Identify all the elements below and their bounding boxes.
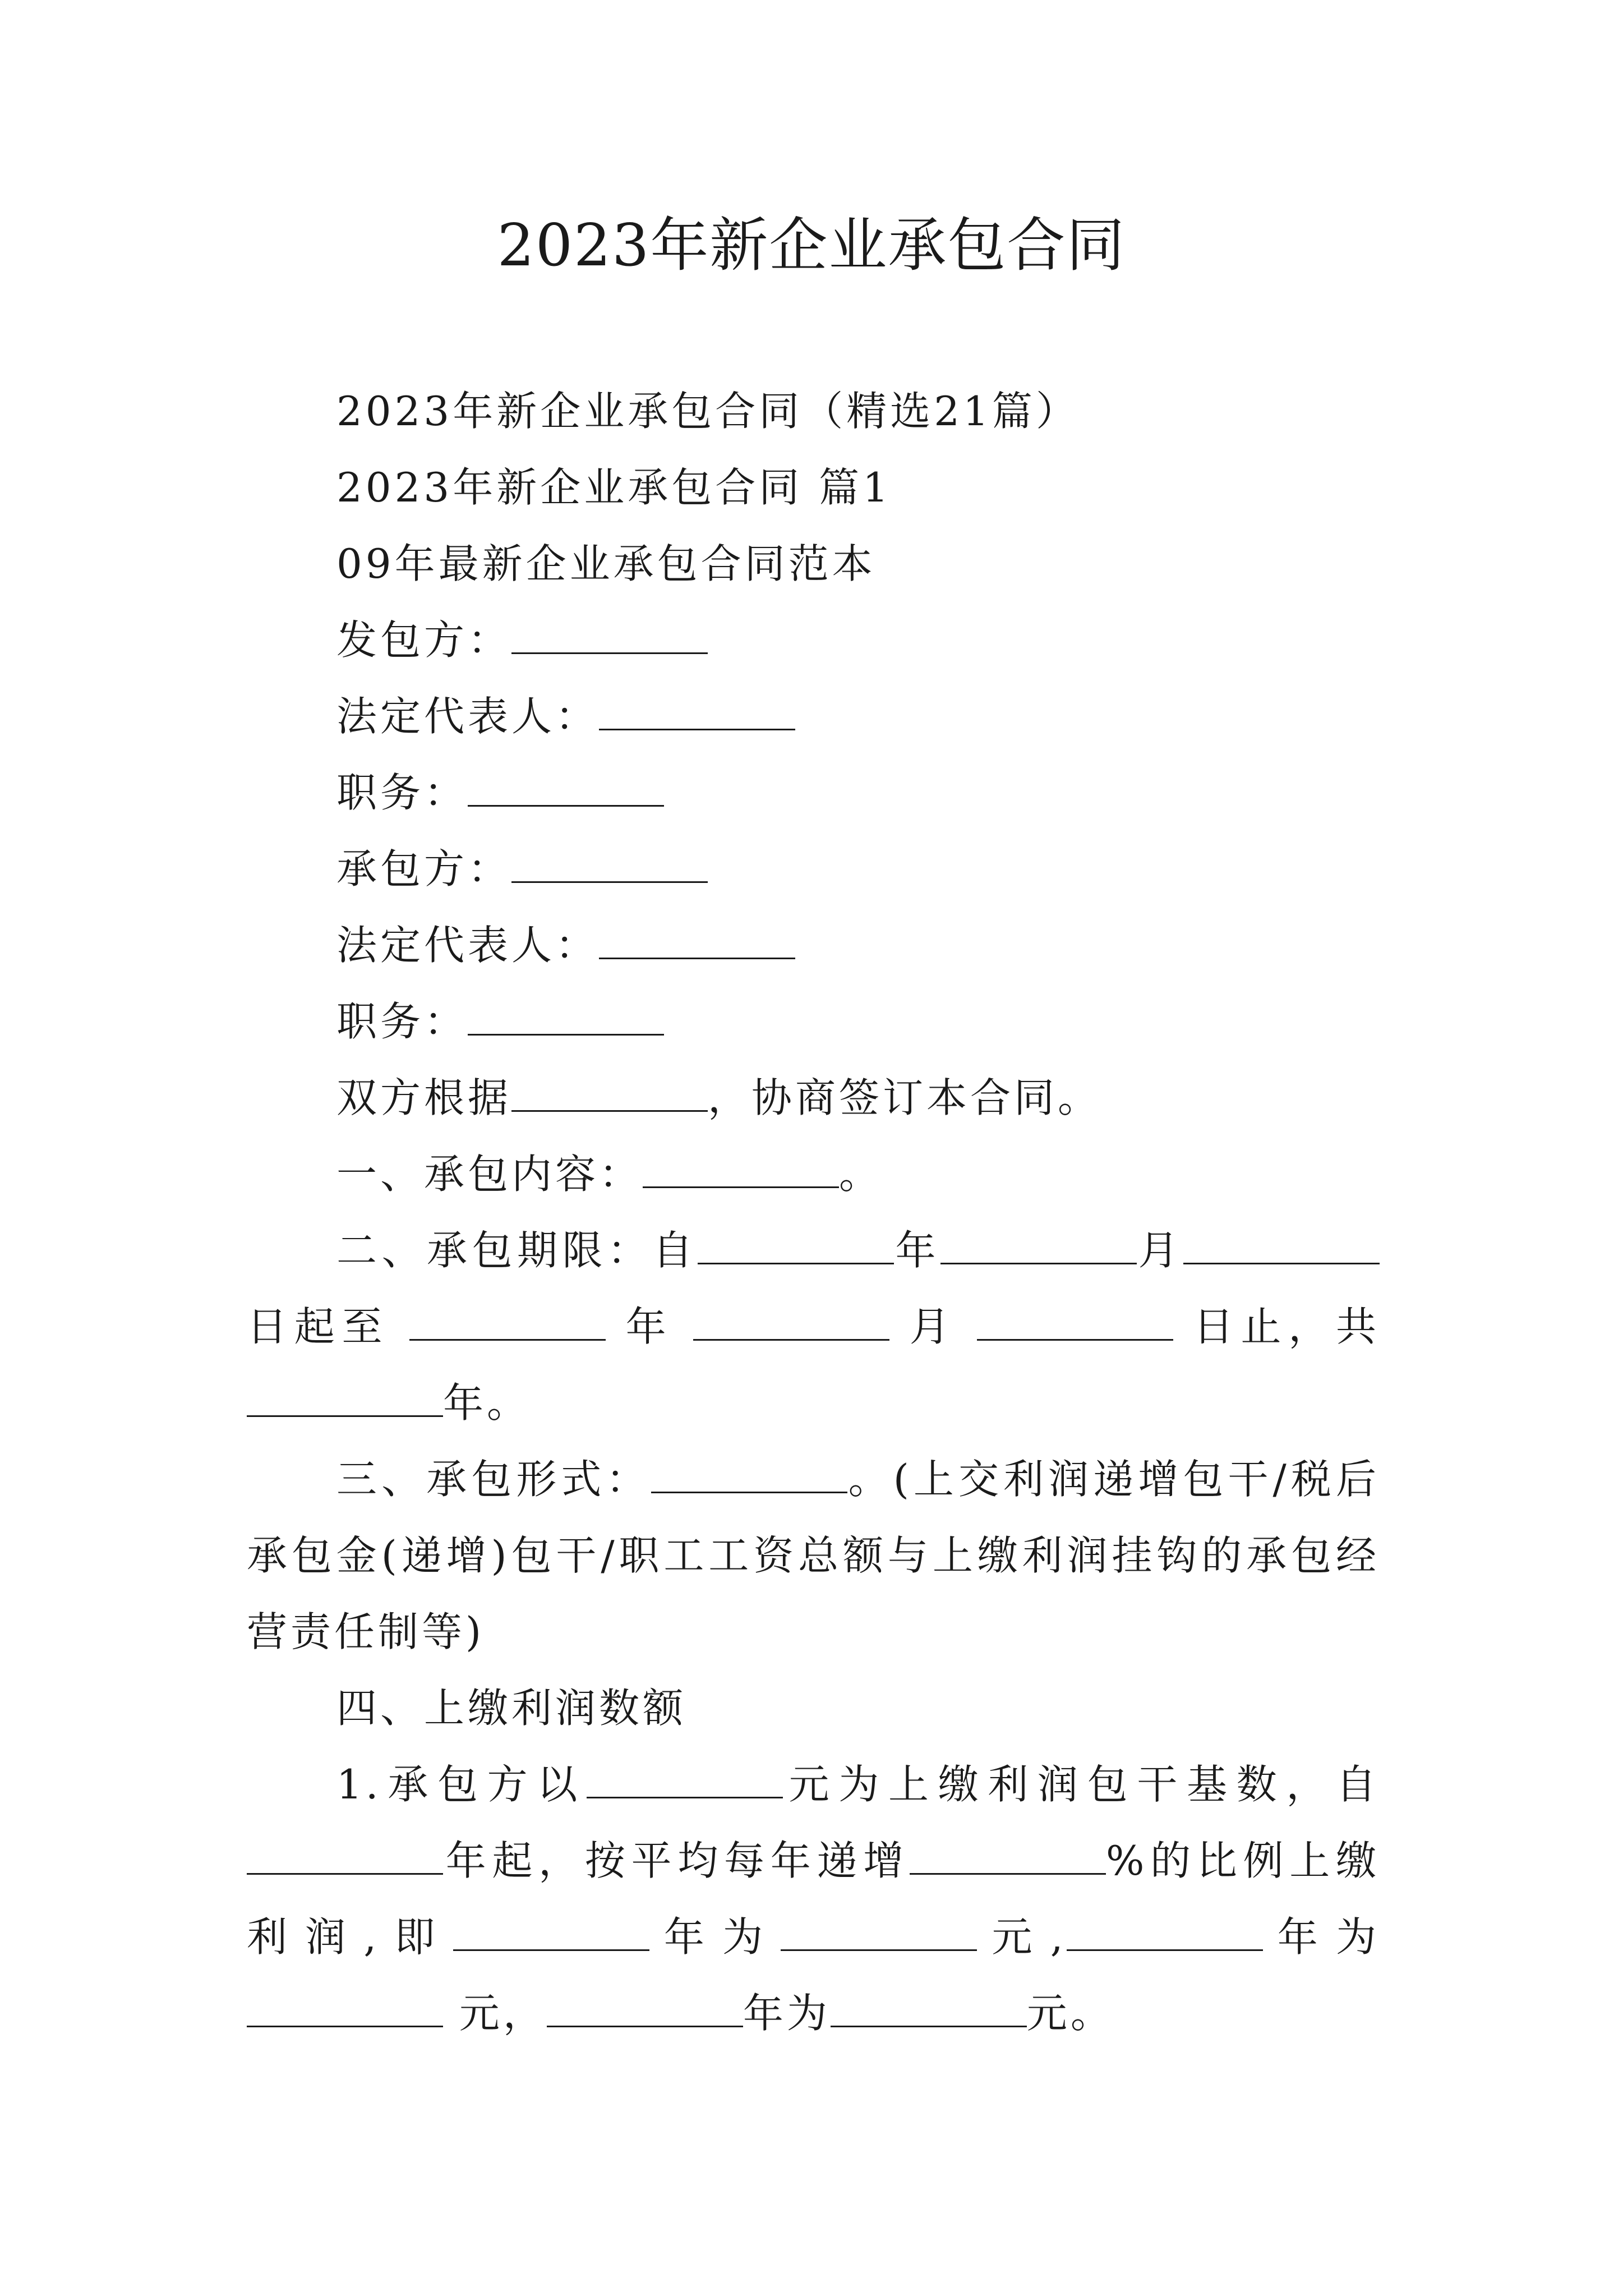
section-3-blank	[651, 1453, 847, 1493]
section-4-blank-8	[547, 1987, 743, 2027]
section-4-heading: 四、上缴利润数额	[336, 1685, 687, 1732]
section-4-paragraph-1	[247, 1746, 1380, 2051]
section-2-blank-7	[247, 1377, 443, 1417]
basis-prefix: 双方根据	[336, 1074, 512, 1121]
section-4-text-g: 年为	[1262, 1913, 1380, 1961]
section-2-prefix: 二、承包期限：自	[336, 1227, 698, 1274]
party-a-rep-line	[247, 678, 1380, 754]
section-4-blank-5	[781, 1911, 977, 1951]
party-b-blank	[511, 843, 708, 883]
basis-line	[247, 1060, 1380, 1136]
section-2-month2-label: 月	[909, 1303, 957, 1350]
party-a-post-label: 职务：	[336, 769, 468, 816]
section-1-suffix: 。	[839, 1151, 883, 1198]
party-b-rep-label: 法定代表人：	[336, 922, 600, 969]
section-2-day-from-label: 日起至	[247, 1303, 390, 1350]
section-3-prefix: 三、承包形式：	[336, 1456, 651, 1503]
section-2-total-years-label: 年。	[443, 1379, 531, 1427]
section-2-paragraph	[247, 1212, 1380, 1441]
section-2-blank-6	[977, 1301, 1173, 1341]
party-a-post-blank	[468, 767, 664, 807]
section-2-year2-label: 年	[625, 1303, 674, 1350]
sample-title-line: 09年最新企业承包合同范本	[336, 540, 876, 587]
document-title: 2023年新企业承包合同	[497, 211, 1126, 279]
subtitle-line: 2023年新企业承包合同（精选21篇）	[336, 388, 1080, 435]
party-a-label: 发包方：	[336, 616, 512, 664]
party-b-line	[247, 831, 1380, 907]
party-a-rep-label: 法定代表人：	[336, 693, 600, 740]
section-4-text-e: 年为	[649, 1913, 781, 1961]
party-a-rep-blank	[599, 691, 795, 730]
section-4-blank-7	[247, 1987, 443, 2027]
party-b-rep-blank	[599, 919, 795, 959]
section-4-text-a: 1.承包方以	[336, 1761, 587, 1808]
section-2-until-label: 日止，共	[1193, 1303, 1380, 1350]
section-4-blank-9	[831, 1987, 1027, 2027]
basis-blank	[511, 1072, 708, 1112]
section-4-text-f: 元,	[977, 1913, 1067, 1961]
party-b-post-blank	[468, 996, 664, 1036]
section-4-text-h: 元，	[459, 1990, 547, 2037]
party-b-label: 承包方：	[336, 845, 512, 892]
section-4-blank-3	[910, 1835, 1106, 1875]
section-2-blank-2	[940, 1225, 1137, 1264]
section-2-blank-4	[409, 1301, 606, 1341]
section-3-suffix: 。(上交利润递增包干/税后承包金(递增)包干/职工工资总额与上缴利润挂钩的承包经营责任制等)	[247, 1456, 1380, 1655]
party-a-post-line	[247, 754, 1380, 831]
section-4-text-b: 元为上缴利润包干基数，自	[783, 1761, 1380, 1808]
section-2-month-label: 月	[1136, 1227, 1183, 1274]
section-4-text-j: 元。	[1026, 1990, 1114, 2037]
section-4-blank-4	[453, 1911, 649, 1951]
party-b-post-line	[247, 983, 1380, 1060]
section-4-blank-2	[247, 1835, 443, 1875]
section-4-text-c: 年起，按平均每年递增	[443, 1837, 910, 1884]
section-4-blank-1	[587, 1759, 783, 1798]
party-b-post-label: 职务：	[336, 998, 468, 1045]
section-4-text-d: %的比例上缴利润,即	[247, 1837, 1380, 1961]
chapter-line: 2023年新企业承包合同 篇1	[336, 464, 892, 511]
section-1-blank	[643, 1148, 839, 1188]
section-4-text-i: 年为	[743, 1990, 831, 2037]
section-1-prefix: 一、承包内容：	[336, 1151, 643, 1198]
party-a-line	[247, 602, 1380, 678]
section-1-line	[247, 1136, 1380, 1212]
party-b-rep-line	[247, 907, 1380, 983]
section-2-blank-3	[1183, 1225, 1380, 1264]
party-a-blank	[511, 614, 708, 654]
section-2-blank-5	[693, 1301, 889, 1341]
section-2-year-label: 年	[893, 1227, 940, 1274]
basis-suffix: ，协商签订本合同。	[708, 1074, 1102, 1121]
section-3-paragraph	[247, 1441, 1380, 1670]
document-body	[247, 373, 1380, 2051]
section-4-blank-6	[1067, 1911, 1263, 1951]
section-2-blank-1	[698, 1225, 894, 1264]
